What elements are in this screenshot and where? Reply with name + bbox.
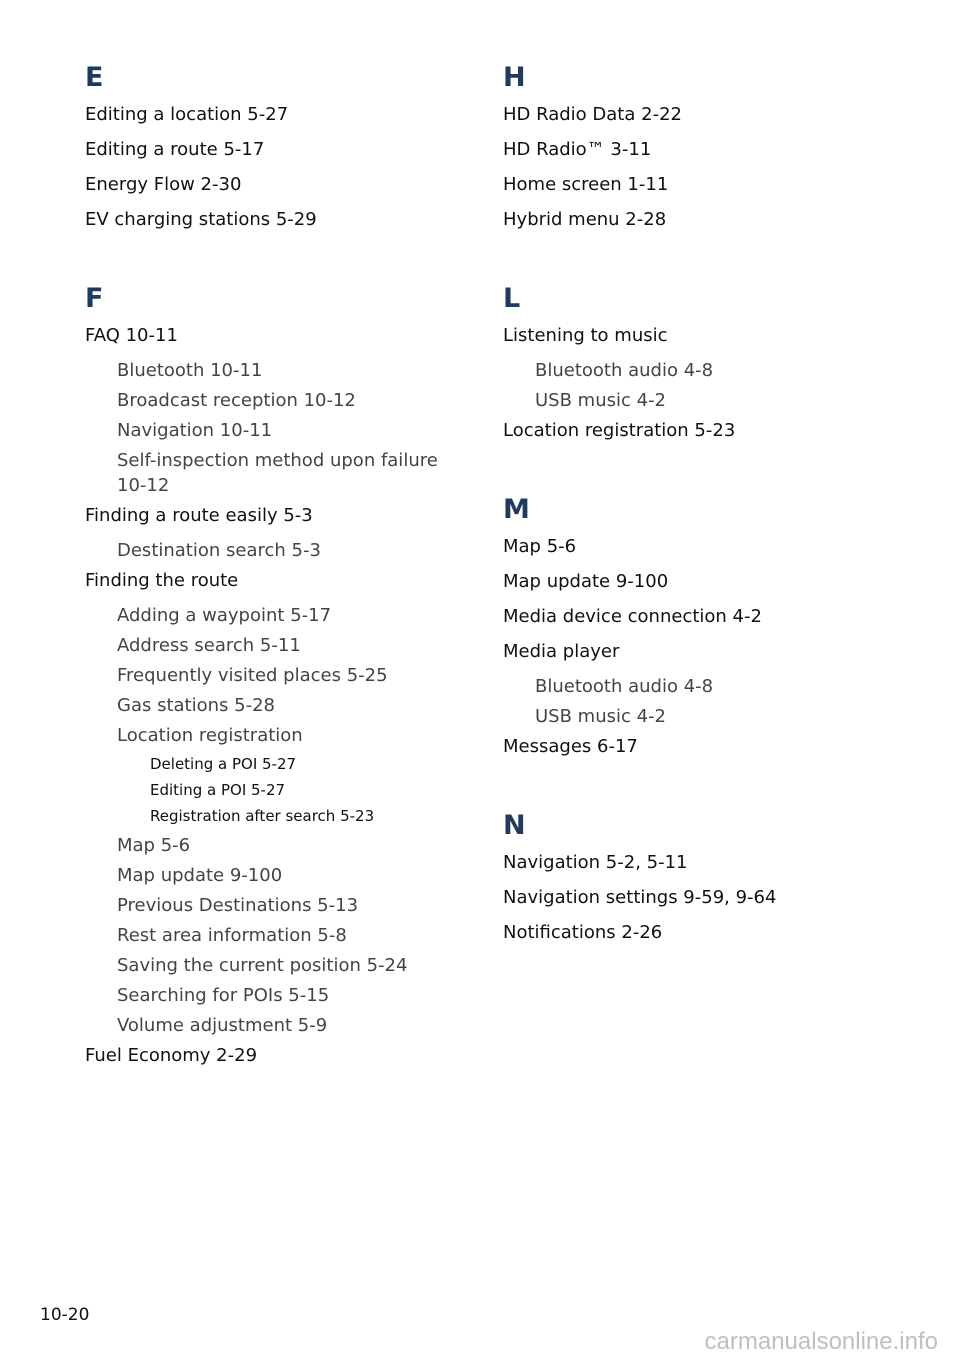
index-entry: Editing a route 5-17 (85, 139, 265, 160)
index-subentry: Gas stations 5-28 (117, 695, 275, 716)
index-entry: Finding the route (85, 570, 239, 591)
index-section-e (85, 58, 465, 233)
index-subentry: Navigation 10-11 (117, 420, 273, 441)
index-subsubentry: Registration after search 5-23 (150, 807, 375, 825)
index-entry: Media device connection 4-2 (503, 606, 762, 627)
index-entry: Location registration 5-23 (503, 420, 736, 441)
index-subentry: Rest area information 5-8 (117, 925, 347, 946)
index-entry: Navigation 5-2, 5-11 (503, 852, 688, 873)
section-letter: L (503, 283, 521, 314)
index-subentries (85, 603, 465, 1038)
index-column-right (503, 58, 883, 992)
index-subentry: Bluetooth audio 4-8 (535, 360, 714, 381)
page-number: 10-20 (40, 1305, 90, 1325)
index-subentries (503, 358, 883, 413)
index-entry: Notifications 2-26 (503, 922, 663, 943)
index-subentry: Volume adjustment 5-9 (117, 1015, 328, 1036)
section-letter: H (503, 62, 526, 93)
index-entry: Finding a route easily 5-3 (85, 505, 313, 526)
index-subentry: Address search 5-11 (117, 635, 301, 656)
index-subentry: Previous Destinations 5-13 (117, 895, 359, 916)
section-letter: M (503, 494, 530, 525)
index-entry: HD Radio Data 2-22 (503, 104, 682, 125)
section-letter: F (85, 283, 104, 314)
index-subentry: Location registration (117, 725, 303, 746)
index-section-n (503, 806, 883, 946)
index-entry: Messages 6-17 (503, 736, 638, 757)
index-subentries (503, 674, 883, 729)
section-letter: N (503, 810, 526, 841)
index-entry: Home screen 1-11 (503, 174, 669, 195)
index-subsubentries (85, 753, 465, 827)
index-subentry: Searching for POIs 5-15 (117, 985, 330, 1006)
index-entry: Map 5-6 (503, 536, 577, 557)
index-entry: Listening to music (503, 325, 668, 346)
index-subentry: Destination search 5-3 (117, 540, 321, 561)
index-column-left (85, 58, 465, 1115)
index-section-m (503, 490, 883, 760)
index-subentries (85, 538, 465, 563)
index-subentry: USB music 4-2 (535, 706, 667, 727)
index-entry: Media player (503, 641, 620, 662)
watermark: carmanualsonline.info (704, 1328, 938, 1355)
index-entry: HD Radio™ 3-11 (503, 139, 652, 160)
index-subsubentry: Editing a POI 5-27 (150, 781, 286, 799)
index-subsubentry: Deleting a POI 5-27 (150, 755, 297, 773)
index-section-f (85, 279, 465, 1069)
index-entry: Editing a location 5-27 (85, 104, 289, 125)
index-entry: Map update 9-100 (503, 571, 669, 592)
section-letter: E (85, 62, 104, 93)
index-subentry: Bluetooth 10-11 (117, 360, 263, 381)
index-subentry: Bluetooth audio 4-8 (535, 676, 714, 697)
index-section-h (503, 58, 883, 233)
index-subentry: Frequently visited places 5-25 (117, 665, 388, 686)
index-subentry: Adding a waypoint 5-17 (117, 605, 332, 626)
index-subentry: Saving the current position 5-24 (117, 955, 408, 976)
index-section-l (503, 279, 883, 444)
index-entry: Navigation settings 9-59, 9-64 (503, 887, 777, 908)
index-entry: EV charging stations 5-29 (85, 209, 317, 230)
index-entry: FAQ 10-11 (85, 325, 178, 346)
index-entry: Hybrid menu 2-28 (503, 209, 667, 230)
index-subentry: Self-inspection method upon failure 10-12 (117, 450, 438, 496)
index-entry: Fuel Economy 2-29 (85, 1045, 258, 1066)
index-subentry: Broadcast reception 10-12 (117, 390, 356, 411)
index-subentries (85, 358, 465, 498)
index-subentry: Map 5-6 (117, 835, 191, 856)
index-subentry: USB music 4-2 (535, 390, 667, 411)
index-subentry: Map update 9-100 (117, 865, 283, 886)
index-entry: Energy Flow 2-30 (85, 174, 242, 195)
